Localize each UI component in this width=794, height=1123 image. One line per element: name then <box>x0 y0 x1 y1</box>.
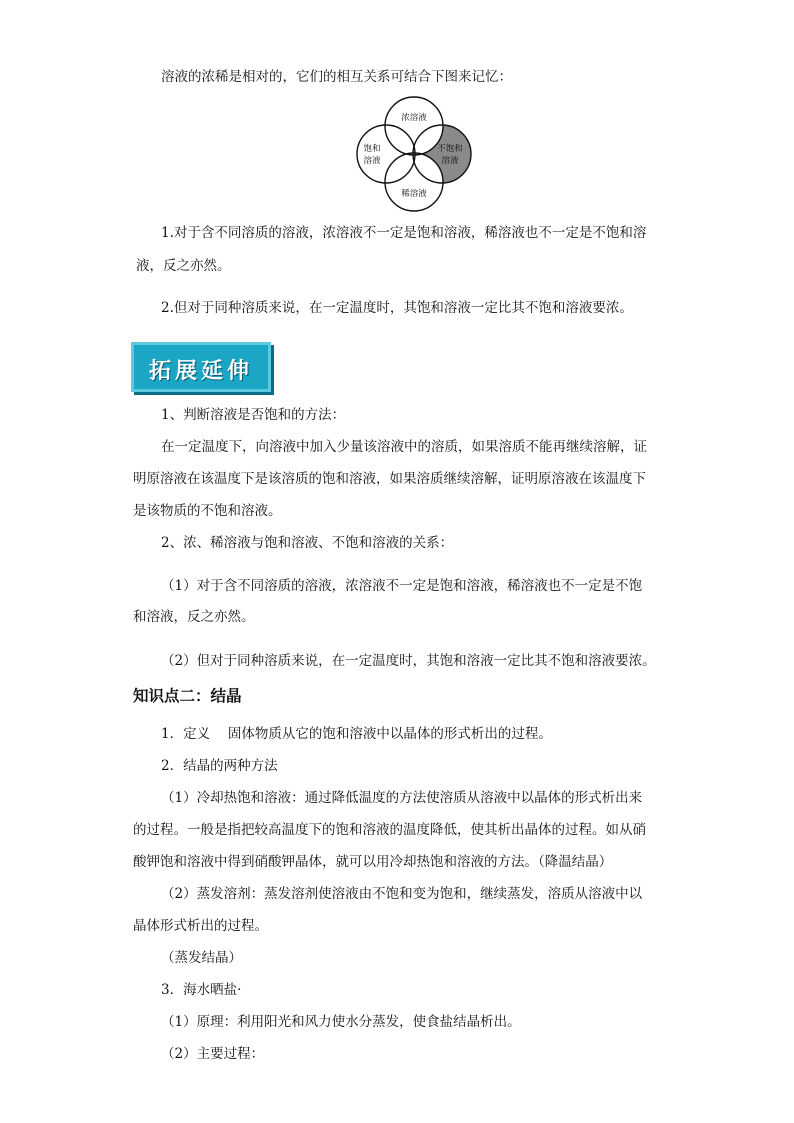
cooling-line3: 酸钾饱和溶液中得到硝酸钾晶体，就可以用冷却热饱和溶液的方法。（降温结晶） <box>133 854 613 870</box>
label-dilute: 稀溶液 <box>401 189 427 199</box>
evaporation-line1: （2）蒸发溶剂：蒸发溶剂使溶液由不饱和变为饱和，继续蒸发，溶质从溶液中以 <box>161 886 643 902</box>
ext-body-line1: 在一定温度下，向溶液中加入少量该溶液中的溶质，如果溶质不能再继续溶解，证 <box>161 439 647 455</box>
section-heading: 知识点二：结晶 <box>133 687 242 705</box>
label-saturated-1: 饱和 <box>363 144 381 154</box>
evaporation-note: （蒸发结晶） <box>161 950 242 966</box>
ext-heading-2: 2、浓、稀溶液与饱和溶液、不饱和溶液的关系： <box>161 535 454 551</box>
ext-body-line3: 是该物质的不饱和溶液。 <box>133 503 282 519</box>
sea-salt-process: （2）主要过程： <box>161 1046 265 1062</box>
relation1-line1: （1）对于含不同溶质的溶液，浓溶液不一定是饱和溶液，稀溶液也不一定是不饱 <box>161 578 643 594</box>
cooling-line1: （1）冷却热饱和溶液：通过降低温度的方法使溶质从溶液中以晶体的形式析出来 <box>161 790 643 806</box>
extension-banner <box>131 342 271 392</box>
banner-title: 拓展延伸 <box>148 359 253 384</box>
ext-heading-1: 1、判断溶液是否饱和的方法： <box>161 407 346 423</box>
ext-body-line2: 明原溶液在该温度下是该溶质的饱和溶液，如果溶质继续溶解，证明原溶液在该温度下 <box>133 471 646 487</box>
point1-line2: 液，反之亦然。 <box>136 258 231 274</box>
definition-text: 1．定义 固体物质从它的饱和溶液中以晶体的形式析出的过程。 <box>161 726 552 742</box>
sea-salt-heading: 3．海水晒盐· <box>161 982 242 998</box>
cooling-line2: 的过程。一般是指把较高温度下的饱和溶液的温度降低，使其析出晶体的过程。如从硝 <box>133 822 646 838</box>
relation2-text: （2）但对于同种溶质来说，在一定温度时，其饱和溶液一定比其不饱和溶液要浓。 <box>161 653 656 669</box>
point1-line1: 1.对于含不同溶质的溶液，浓溶液不一定是饱和溶液，稀溶液也不一定是不饱和溶 <box>161 225 647 241</box>
methods-heading: 2．结晶的两种方法 <box>161 758 278 774</box>
sea-salt-principle: （1）原理：利用阳光和风力使水分蒸发，使食盐结晶析出。 <box>161 1014 521 1030</box>
evaporation-line2: 晶体形式析出的过程。 <box>133 918 268 934</box>
relation1-line2: 和溶液，反之亦然。 <box>133 609 255 625</box>
concentration-saturation-venn-diagram <box>352 96 476 220</box>
label-unsaturated-1: 不饱和 <box>437 144 463 154</box>
point2-text: 2.但对于同种溶质来说，在一定温度时，其饱和溶液一定比其不饱和溶液要浓。 <box>161 300 633 316</box>
intro-text: 溶液的浓稀是相对的，它们的相互关系可结合下图来记忆： <box>161 69 512 85</box>
label-unsaturated-2: 溶液 <box>441 156 459 166</box>
label-concentrated: 浓溶液 <box>401 113 427 123</box>
label-saturated-2: 溶液 <box>363 156 381 166</box>
